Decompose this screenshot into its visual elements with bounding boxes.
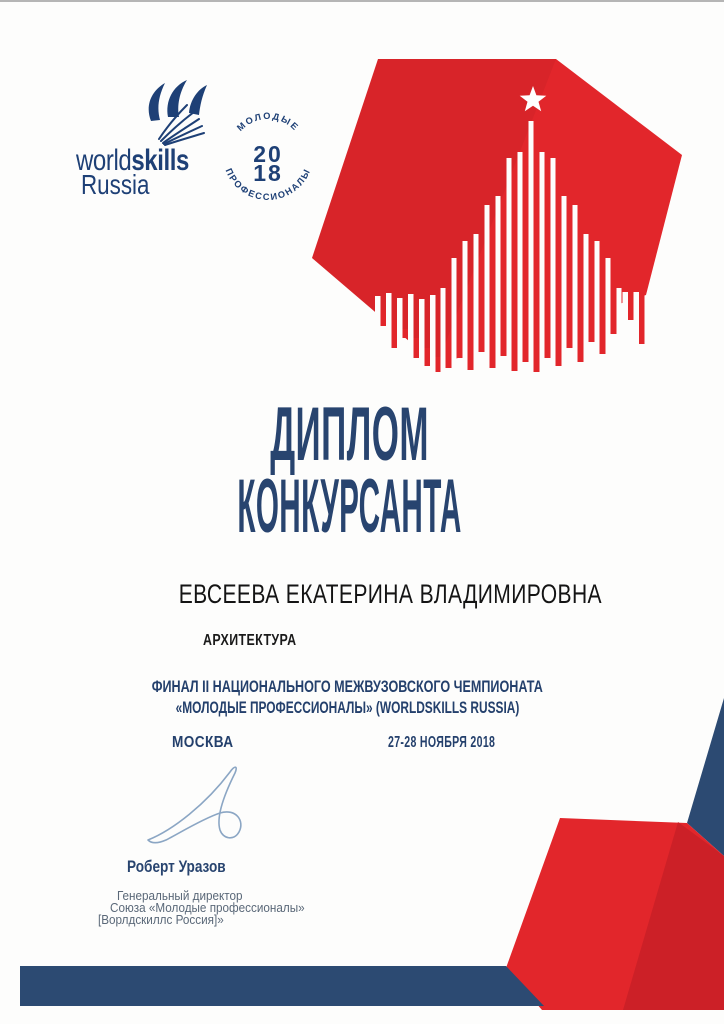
badge-year-18: 18: [253, 160, 283, 186]
badge-arc-top-text: МОЛОДЫЕ: [234, 110, 302, 134]
badge-year-20: 20: [253, 141, 283, 167]
badge-arc-bottom-text: ПРОФЕССИОНАЛЫ: [223, 166, 313, 203]
svg-text:МОЛОДЫЕ: [235, 111, 301, 133]
logo-skills-text: skills: [131, 144, 190, 177]
event-description: [0, 676, 694, 718]
young-professionals-2018-badge: [212, 99, 324, 211]
worldskills-hand-icon: [147, 79, 207, 149]
signatory-name: Роберт Уразов: [127, 857, 226, 876]
diploma-title-line2: КОНКУРСАНТА: [237, 464, 463, 549]
signatory-role-line3: [Ворлдскиллс Россия]»: [98, 912, 224, 927]
logo-world-text: world: [76, 144, 132, 177]
signature-stroke: [118, 742, 308, 857]
recipient-name: ЕВСЕЕВА ЕКАТЕРИНА ВЛАДИМИРОВНА: [178, 579, 602, 609]
logo-russia-text: Russia: [81, 169, 150, 200]
date-label: 27-28 НОЯБРЯ 2018: [388, 734, 496, 751]
bottom-navy-bar: [20, 966, 544, 1006]
competence-label: АРХИТЕКТУРА: [203, 632, 297, 649]
city-label: МОСКВА: [172, 734, 234, 751]
signatory-role-line2: Союза «Молодые профессионалы»: [110, 900, 305, 915]
event-line1: ФИНАЛ II НАЦИОНАЛЬНОГО МЕЖВУЗОВСКОГО ЧЕМПИОНАТА: [151, 677, 543, 696]
event-line2: «МОЛОДЫЕ ПРОФЕССИОНАЛЫ» (WORLDSKILLS RUSSIA): [175, 698, 519, 717]
kremlin-hexagon-artwork: [312, 59, 682, 374]
diploma-title-line1: ДИПЛОМ: [270, 392, 430, 477]
signatory-role-line1: Генеральный директор: [117, 888, 243, 903]
